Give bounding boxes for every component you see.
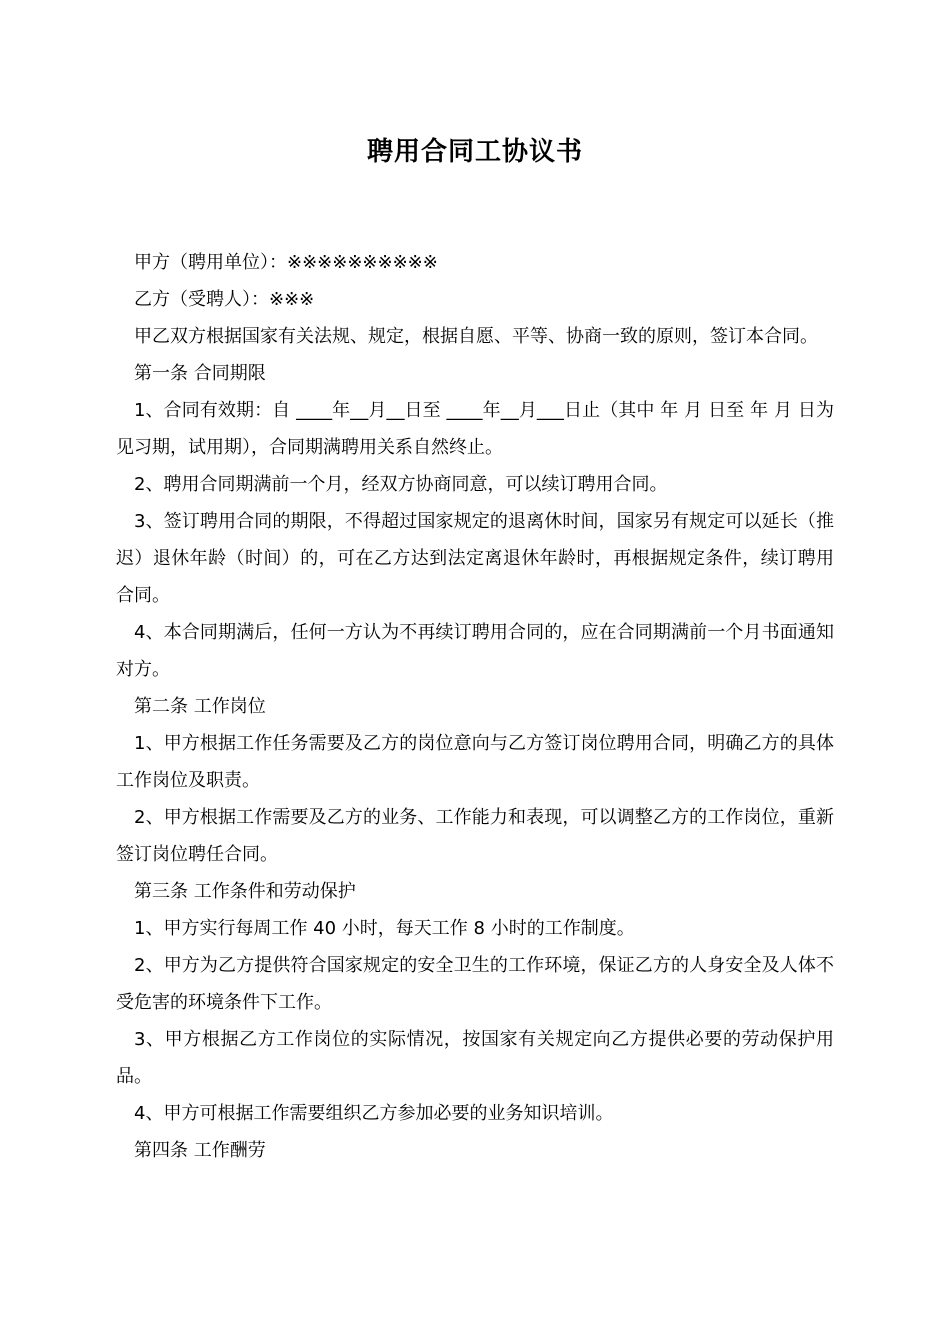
article-3-clause-1: 1、甲方实行每周工作 40 小时，每天工作 8 小时的工作制度。: [134, 918, 635, 939]
party-b-line: 乙方（受聘人）：※※※: [134, 289, 315, 310]
party-a-line: 甲方（聘用单位）：※※※※※※※※※※: [134, 252, 438, 273]
document-body: [116, 244, 834, 1169]
article-3-clause-2: 2、甲方为乙方提供符合国家规定的安全卫生的工作环境，保证乙方的人身安全及人体不受危害的环境条件下工作。: [116, 955, 834, 1013]
article-1-clause-2: 2、聘用合同期满前一个月，经双方协商同意，可以续订聘用合同。: [134, 474, 668, 495]
document-title: 聘用合同工协议书: [366, 137, 583, 167]
article-2-heading: 第二条 工作岗位: [134, 696, 266, 717]
article-3-heading: 第三条 工作条件和劳动保护: [134, 881, 356, 902]
preamble-paragraph: 甲乙双方根据国家有关法规、规定，根据自愿、平等、协商一致的原则，签订本合同。: [134, 326, 818, 347]
article-1-heading: 第一条 合同期限: [134, 363, 266, 384]
article-4-heading: 第四条 工作酬劳: [134, 1140, 266, 1161]
article-3-clause-3: 3、甲方根据乙方工作岗位的实际情况，按国家有关规定向乙方提供必要的劳动保护用品。: [116, 1029, 834, 1087]
article-1-clause-4: 4、本合同期满后，任何一方认为不再续订聘用合同的，应在合同期满前一个月书面通知对方。: [116, 622, 834, 680]
article-1-clause-3: 3、签订聘用合同的期限，不得超过国家规定的退离休时间，国家另有规定可以延长（推迟）退休年龄（时间）的，可在乙方达到法定离退休年龄时，再根据规定条件，续订聘用合同。: [116, 511, 834, 606]
article-1-clause-1: 1、合同有效期：自 ____年__月__日至 ____年__月___日止（其中 年 月 日至 年 月 日为见习期，试用期），合同期满聘用关系自然终止。: [116, 400, 834, 458]
article-2-clause-1: 1、甲方根据工作任务需要及乙方的岗位意向与乙方签订岗位聘用合同，明确乙方的具体工作岗位及职责。: [116, 733, 834, 791]
article-3-clause-4: 4、甲方可根据工作需要组织乙方参加必要的业务知识培训。: [134, 1103, 614, 1124]
article-2-clause-2: 2、甲方根据工作需要及乙方的业务、工作能力和表现，可以调整乙方的工作岗位，重新签订岗位聘任合同。: [116, 807, 834, 865]
